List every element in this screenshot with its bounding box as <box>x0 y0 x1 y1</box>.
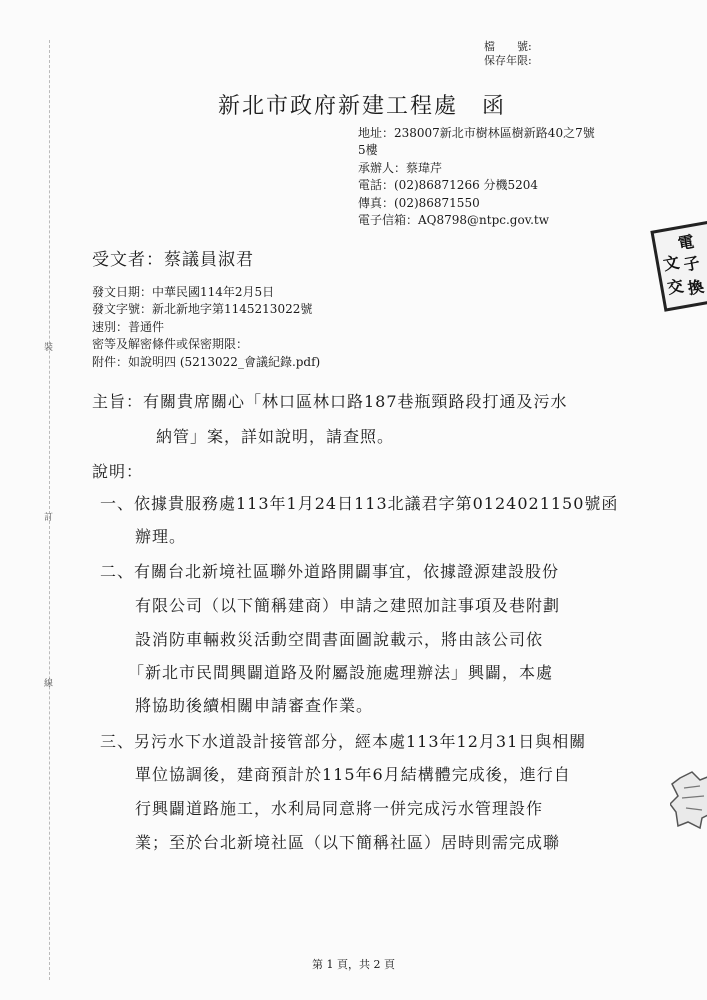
stamp-char: 電 <box>676 231 696 254</box>
page-footer: 第 1 頁，共 2 頁 <box>312 958 395 971</box>
item-2-line-4: 「新北市民間興闢道路及附屬設施處理辦法」興闢，本處 <box>128 663 554 682</box>
item-3-line-1: 三、另污水下水道設計接管部分，經本處113年12月31日與相關 <box>100 732 587 751</box>
fax: 傳真：(02)86871550 <box>358 195 480 210</box>
email: 電子信箱：AQ8798@ntpc.gov.tw <box>358 213 549 228</box>
binding-mark-xian: 線 <box>44 679 54 689</box>
stamp-char: 交 <box>665 276 685 298</box>
phone: 電話：(02)86871266 分機5204 <box>358 178 539 193</box>
item-1-line-1: 一、依據貴服務處113年1月24日113北議君字第0124021150號函 <box>100 494 619 513</box>
retention-label: 保存年限: <box>484 54 532 67</box>
binding-mark-ding: 訂 <box>44 513 54 523</box>
handler: 承辦人：蔡瑋芹 <box>358 160 443 175</box>
speed-class: 速別：普通件 <box>92 319 165 334</box>
item-2-line-2: 有限公司（以下簡稱建商）申請之建照加註事項及巷附劃 <box>135 596 561 615</box>
subject-line-1: 主旨：有關貴席關心「林口區林口路187巷瓶頸路段打通及污水 <box>92 392 568 411</box>
stamp-char: 子 <box>682 253 702 275</box>
document-title: 新北市政府新建工程處 函 <box>218 94 507 119</box>
address-line-1: 地址：238007新北市樹林區樹新路40之7號 <box>358 126 595 140</box>
electronic-exchange-stamp <box>650 220 707 312</box>
item-2-line-1: 二、有關台北新境社區聯外道路開闢事宜，依據證源建設股份 <box>100 562 560 581</box>
item-2-line-3: 設消防車輛救災活動空間書面圖說載示，將由該公司依 <box>135 630 544 649</box>
file-number-label: 檔 號: <box>484 40 532 53</box>
binding-mark-zhuang: 裝 <box>44 343 54 353</box>
item-2-line-5: 將協助後續相關申請審查作業。 <box>135 696 374 715</box>
item-1-line-2: 辦理。 <box>135 527 187 546</box>
contact-block <box>358 125 595 229</box>
subject-line-2: 納管」案，詳如說明，請查照。 <box>156 427 395 446</box>
item-3-line-4: 業；至於台北新境社區（以下簡稱社區）居時則需完成聯 <box>135 833 561 852</box>
secrecy-class: 密等及解密條件或保密期限： <box>92 337 249 352</box>
filing-info <box>484 40 532 68</box>
recipient: 受文者：蔡議員淑君 <box>92 250 254 270</box>
meta-block <box>92 284 320 371</box>
stamp-char: 文 <box>661 252 681 275</box>
document-number: 發文字號：新北新地字第1145213022號 <box>92 302 313 317</box>
item-3-line-2: 單位協調後，建商預計於115年6月結構體完成後，進行自 <box>135 765 571 784</box>
explanation-heading: 說明： <box>92 462 144 481</box>
issue-date: 發文日期：中華民國114年2月5日 <box>92 285 275 299</box>
address-line-2: 5樓 <box>358 143 378 158</box>
attachment: 附件：如說明四 (5213022_會議紀錄.pdf) <box>92 354 321 369</box>
stamp-char: 換 <box>686 276 706 299</box>
item-3-line-3: 行興闢道路施工，水利局同意將一併完成污水管理設作 <box>135 799 544 818</box>
seal-icon <box>670 770 707 830</box>
